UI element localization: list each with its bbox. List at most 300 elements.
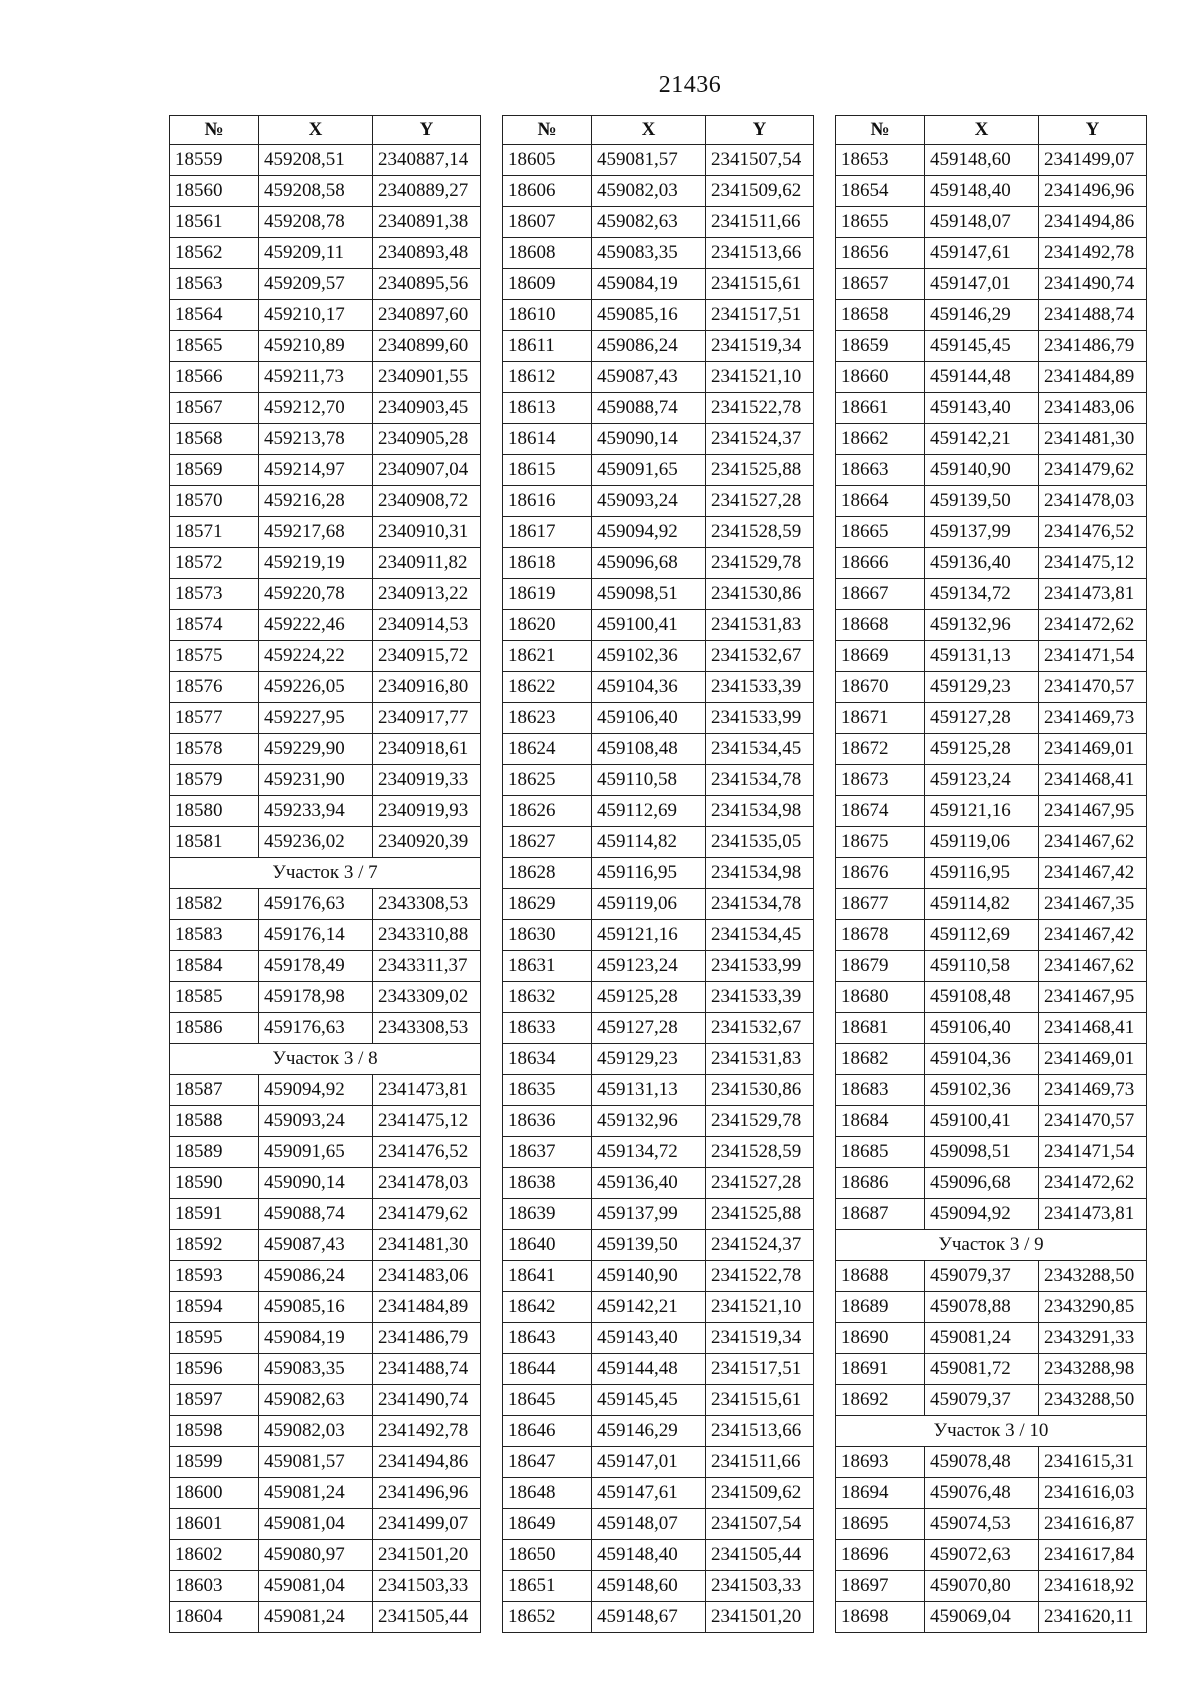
x-coordinate: 459148,67 (592, 1602, 706, 1633)
point-number: 18588 (170, 1106, 259, 1137)
x-coordinate: 459147,01 (925, 269, 1039, 300)
point-number: 18626 (503, 796, 592, 827)
table-row (503, 517, 814, 548)
point-number: 18603 (170, 1571, 259, 1602)
y-coordinate: 2340919,33 (373, 765, 481, 796)
x-coordinate: 459216,28 (259, 486, 373, 517)
table-row (503, 703, 814, 734)
y-coordinate: 2341525,88 (706, 1199, 814, 1230)
point-number: 18568 (170, 424, 259, 455)
y-coordinate: 2341522,78 (706, 393, 814, 424)
y-coordinate: 2341486,79 (1039, 331, 1147, 362)
point-number: 18589 (170, 1137, 259, 1168)
table-row (836, 920, 1147, 951)
y-coordinate: 2340887,14 (373, 145, 481, 176)
point-number: 18694 (836, 1478, 925, 1509)
point-number: 18601 (170, 1509, 259, 1540)
point-number: 18674 (836, 796, 925, 827)
table-row (836, 734, 1147, 765)
x-coordinate: 459086,24 (592, 331, 706, 362)
point-number: 18618 (503, 548, 592, 579)
table-row (503, 424, 814, 455)
table-row (836, 207, 1147, 238)
table-row (170, 1168, 481, 1199)
table-row (503, 1261, 814, 1292)
table-row (503, 858, 814, 889)
point-number: 18628 (503, 858, 592, 889)
x-coordinate: 459176,63 (259, 889, 373, 920)
point-number: 18608 (503, 238, 592, 269)
point-number: 18676 (836, 858, 925, 889)
y-coordinate: 2341534,98 (706, 796, 814, 827)
table-row (836, 269, 1147, 300)
y-coordinate: 2341473,81 (373, 1075, 481, 1106)
x-coordinate: 459082,03 (259, 1416, 373, 1447)
point-number: 18625 (503, 765, 592, 796)
point-number: 18697 (836, 1571, 925, 1602)
table-header-row (836, 116, 1147, 145)
point-number: 18664 (836, 486, 925, 517)
x-coordinate: 459079,37 (925, 1385, 1039, 1416)
point-number: 18561 (170, 207, 259, 238)
table-row (503, 796, 814, 827)
x-coordinate: 459137,99 (592, 1199, 706, 1230)
table-row (503, 765, 814, 796)
table-row (503, 1137, 814, 1168)
y-coordinate: 2341490,74 (1039, 269, 1147, 300)
point-number: 18695 (836, 1509, 925, 1540)
point-number: 18649 (503, 1509, 592, 1540)
table-row (503, 610, 814, 641)
x-coordinate: 459081,57 (259, 1447, 373, 1478)
y-coordinate: 2341513,66 (706, 238, 814, 269)
point-number: 18667 (836, 579, 925, 610)
table-row (503, 1168, 814, 1199)
table-row (170, 641, 481, 672)
x-coordinate: 459208,51 (259, 145, 373, 176)
point-number: 18615 (503, 455, 592, 486)
x-coordinate: 459127,28 (592, 1013, 706, 1044)
y-coordinate: 2343308,53 (373, 1013, 481, 1044)
y-coordinate: 2341533,99 (706, 703, 814, 734)
point-number: 18617 (503, 517, 592, 548)
table-row (503, 1416, 814, 1447)
point-number: 18677 (836, 889, 925, 920)
y-coordinate: 2341529,78 (706, 1106, 814, 1137)
point-number: 18687 (836, 1199, 925, 1230)
y-coordinate: 2341481,30 (373, 1230, 481, 1261)
point-number: 18593 (170, 1261, 259, 1292)
y-coordinate: 2341467,95 (1039, 982, 1147, 1013)
y-coordinate: 2341521,10 (706, 362, 814, 393)
y-coordinate: 2341511,66 (706, 207, 814, 238)
table-row (170, 672, 481, 703)
y-coordinate: 2341476,52 (373, 1137, 481, 1168)
point-number: 18571 (170, 517, 259, 548)
x-coordinate: 459083,35 (259, 1354, 373, 1385)
table-row (836, 1044, 1147, 1075)
table-row (170, 1447, 481, 1478)
table-row (836, 145, 1147, 176)
x-coordinate: 459214,97 (259, 455, 373, 486)
y-coordinate: 2341488,74 (1039, 300, 1147, 331)
table-row (503, 207, 814, 238)
x-coordinate: 459176,14 (259, 920, 373, 951)
x-coordinate: 459148,07 (925, 207, 1039, 238)
point-number: 18634 (503, 1044, 592, 1075)
table-row (170, 982, 481, 1013)
point-number: 18660 (836, 362, 925, 393)
x-coordinate: 459081,72 (925, 1354, 1039, 1385)
point-number: 18584 (170, 951, 259, 982)
y-coordinate: 2340907,04 (373, 455, 481, 486)
table-row (503, 734, 814, 765)
y-coordinate: 2341473,81 (1039, 1199, 1147, 1230)
table-row (503, 982, 814, 1013)
section-title: Участок 3 / 10 (836, 1416, 1147, 1447)
table-row (836, 889, 1147, 920)
table-row (503, 269, 814, 300)
y-coordinate: 2343311,37 (373, 951, 481, 982)
x-coordinate: 459143,40 (592, 1323, 706, 1354)
table-row (836, 1013, 1147, 1044)
y-coordinate: 2341528,59 (706, 1137, 814, 1168)
point-number: 18590 (170, 1168, 259, 1199)
point-number: 18696 (836, 1540, 925, 1571)
y-coordinate: 2341532,67 (706, 1013, 814, 1044)
table-row (170, 1199, 481, 1230)
point-number: 18598 (170, 1416, 259, 1447)
y-coordinate: 2341470,57 (1039, 1106, 1147, 1137)
table-row (836, 1571, 1147, 1602)
point-number: 18605 (503, 145, 592, 176)
point-number: 18567 (170, 393, 259, 424)
point-number: 18665 (836, 517, 925, 548)
x-coordinate: 459131,13 (592, 1075, 706, 1106)
x-coordinate: 459083,35 (592, 238, 706, 269)
x-coordinate: 459211,73 (259, 362, 373, 393)
table-row (503, 579, 814, 610)
table-row (836, 424, 1147, 455)
y-coordinate: 2341467,62 (1039, 827, 1147, 858)
x-coordinate: 459217,68 (259, 517, 373, 548)
table-row (170, 424, 481, 455)
point-number: 18681 (836, 1013, 925, 1044)
table-row (836, 1106, 1147, 1137)
x-coordinate: 459209,57 (259, 269, 373, 300)
y-coordinate: 2341469,73 (1039, 703, 1147, 734)
point-number: 18670 (836, 672, 925, 703)
x-coordinate: 459147,61 (592, 1478, 706, 1509)
x-coordinate: 459104,36 (925, 1044, 1039, 1075)
point-number: 18607 (503, 207, 592, 238)
table-row (836, 393, 1147, 424)
y-coordinate: 2341527,28 (706, 486, 814, 517)
y-coordinate: 2341513,66 (706, 1416, 814, 1447)
x-coordinate: 459093,24 (592, 486, 706, 517)
table-row (503, 238, 814, 269)
table-row (170, 1261, 481, 1292)
x-coordinate: 459129,23 (592, 1044, 706, 1075)
x-coordinate: 459082,03 (592, 176, 706, 207)
y-coordinate: 2340917,77 (373, 703, 481, 734)
table-row (836, 486, 1147, 517)
point-number: 18614 (503, 424, 592, 455)
x-coordinate: 459069,04 (925, 1602, 1039, 1633)
x-coordinate: 459116,95 (925, 858, 1039, 889)
x-coordinate: 459096,68 (925, 1168, 1039, 1199)
point-number: 18678 (836, 920, 925, 951)
x-coordinate: 459144,48 (925, 362, 1039, 393)
x-coordinate: 459132,96 (925, 610, 1039, 641)
x-coordinate: 459137,99 (925, 517, 1039, 548)
y-coordinate: 2341475,12 (373, 1106, 481, 1137)
x-coordinate: 459132,96 (592, 1106, 706, 1137)
y-coordinate: 2341511,66 (706, 1447, 814, 1478)
point-number: 18685 (836, 1137, 925, 1168)
y-coordinate: 2341522,78 (706, 1261, 814, 1292)
x-coordinate: 459121,16 (925, 796, 1039, 827)
y-coordinate: 2341494,86 (1039, 207, 1147, 238)
coordinate-table-middle (502, 115, 814, 1633)
table-row (836, 858, 1147, 889)
y-coordinate: 2341505,44 (373, 1602, 481, 1633)
table-row (170, 1230, 481, 1261)
table-row (836, 1478, 1147, 1509)
x-coordinate: 459108,48 (592, 734, 706, 765)
point-number: 18683 (836, 1075, 925, 1106)
table-row (170, 796, 481, 827)
point-number: 18655 (836, 207, 925, 238)
y-coordinate: 2341490,74 (373, 1385, 481, 1416)
point-number: 18653 (836, 145, 925, 176)
table-header-row (170, 116, 481, 145)
x-coordinate: 459147,61 (925, 238, 1039, 269)
point-number: 18621 (503, 641, 592, 672)
table-row (170, 1075, 481, 1106)
point-number: 18656 (836, 238, 925, 269)
y-coordinate: 2341532,67 (706, 641, 814, 672)
y-coordinate: 2343291,33 (1039, 1323, 1147, 1354)
point-number: 18565 (170, 331, 259, 362)
table-row (503, 827, 814, 858)
table-row (836, 1602, 1147, 1633)
y-coordinate: 2341534,78 (706, 765, 814, 796)
y-coordinate: 2341471,54 (1039, 641, 1147, 672)
x-coordinate: 459080,97 (259, 1540, 373, 1571)
y-coordinate: 2341483,06 (373, 1261, 481, 1292)
table-row (503, 1292, 814, 1323)
table-row (836, 579, 1147, 610)
y-coordinate: 2341505,44 (706, 1540, 814, 1571)
point-number: 18609 (503, 269, 592, 300)
point-number: 18572 (170, 548, 259, 579)
section-title: Участок 3 / 7 (170, 858, 481, 889)
y-coordinate: 2341524,37 (706, 424, 814, 455)
x-coordinate: 459081,57 (592, 145, 706, 176)
x-coordinate: 459078,48 (925, 1447, 1039, 1478)
y-coordinate: 2341521,10 (706, 1292, 814, 1323)
point-number: 18654 (836, 176, 925, 207)
point-number: 18596 (170, 1354, 259, 1385)
x-coordinate: 459110,58 (592, 765, 706, 796)
coordinate-table-right (835, 115, 1147, 1633)
y-coordinate: 2341468,41 (1039, 765, 1147, 796)
point-number: 18591 (170, 1199, 259, 1230)
y-coordinate: 2341492,78 (373, 1416, 481, 1447)
point-number: 18635 (503, 1075, 592, 1106)
x-coordinate: 459078,88 (925, 1292, 1039, 1323)
x-coordinate: 459231,90 (259, 765, 373, 796)
point-number: 18633 (503, 1013, 592, 1044)
point-number: 18648 (503, 1478, 592, 1509)
y-coordinate: 2341484,89 (1039, 362, 1147, 393)
table-row (170, 548, 481, 579)
point-number: 18629 (503, 889, 592, 920)
table-row (170, 300, 481, 331)
x-coordinate: 459134,72 (925, 579, 1039, 610)
point-number: 18610 (503, 300, 592, 331)
point-number: 18675 (836, 827, 925, 858)
point-number: 18686 (836, 1168, 925, 1199)
point-number: 18586 (170, 1013, 259, 1044)
point-number: 18562 (170, 238, 259, 269)
point-number: 18661 (836, 393, 925, 424)
x-coordinate: 459106,40 (592, 703, 706, 734)
point-number: 18636 (503, 1106, 592, 1137)
table-row (503, 672, 814, 703)
x-coordinate: 459236,02 (259, 827, 373, 858)
x-coordinate: 459142,21 (925, 424, 1039, 455)
point-number: 18599 (170, 1447, 259, 1478)
y-coordinate: 2341469,01 (1039, 734, 1147, 765)
y-coordinate: 2341534,98 (706, 858, 814, 889)
table-row (836, 827, 1147, 858)
table-row (503, 1385, 814, 1416)
y-coordinate: 2341617,84 (1039, 1540, 1147, 1571)
point-number: 18689 (836, 1292, 925, 1323)
y-coordinate: 2341533,39 (706, 982, 814, 1013)
point-number: 18698 (836, 1602, 925, 1633)
y-coordinate: 2341519,34 (706, 331, 814, 362)
y-coordinate: 2341484,89 (373, 1292, 481, 1323)
table-row (836, 1199, 1147, 1230)
y-coordinate: 2341515,61 (706, 1385, 814, 1416)
point-number: 18666 (836, 548, 925, 579)
x-coordinate: 459106,40 (925, 1013, 1039, 1044)
point-number: 18595 (170, 1323, 259, 1354)
table-header-row (503, 116, 814, 145)
point-number: 18600 (170, 1478, 259, 1509)
point-number: 18623 (503, 703, 592, 734)
y-coordinate: 2341616,87 (1039, 1509, 1147, 1540)
table-row (503, 1354, 814, 1385)
y-coordinate: 2340916,80 (373, 672, 481, 703)
table-row (170, 827, 481, 858)
table-row (836, 1137, 1147, 1168)
table-row (170, 703, 481, 734)
section-title: Участок 3 / 9 (836, 1230, 1147, 1261)
point-number: 18627 (503, 827, 592, 858)
y-coordinate: 2341467,95 (1039, 796, 1147, 827)
table-row (836, 455, 1147, 486)
point-number: 18573 (170, 579, 259, 610)
x-coordinate: 459123,24 (925, 765, 1039, 796)
y-coordinate: 2341533,99 (706, 951, 814, 982)
point-number: 18637 (503, 1137, 592, 1168)
x-coordinate: 459224,22 (259, 641, 373, 672)
table-row (503, 176, 814, 207)
y-coordinate: 2340901,55 (373, 362, 481, 393)
table-row (503, 1447, 814, 1478)
y-coordinate: 2340915,72 (373, 641, 481, 672)
x-coordinate: 459119,06 (925, 827, 1039, 858)
table-row (836, 765, 1147, 796)
x-coordinate: 459076,48 (925, 1478, 1039, 1509)
table-row (170, 1323, 481, 1354)
point-number: 18684 (836, 1106, 925, 1137)
point-number: 18652 (503, 1602, 592, 1633)
table-row (503, 641, 814, 672)
x-coordinate: 459074,53 (925, 1509, 1039, 1540)
point-number: 18643 (503, 1323, 592, 1354)
x-coordinate: 459229,90 (259, 734, 373, 765)
table-row (170, 393, 481, 424)
x-coordinate: 459110,58 (925, 951, 1039, 982)
point-number: 18604 (170, 1602, 259, 1633)
y-coordinate: 2341503,33 (706, 1571, 814, 1602)
y-coordinate: 2340908,72 (373, 486, 481, 517)
x-coordinate: 459098,51 (925, 1137, 1039, 1168)
y-coordinate: 2341507,54 (706, 145, 814, 176)
table-row (836, 1447, 1147, 1478)
table-row (503, 889, 814, 920)
table-row (503, 1323, 814, 1354)
x-coordinate: 459213,78 (259, 424, 373, 455)
table-row (503, 455, 814, 486)
x-coordinate: 459094,92 (259, 1075, 373, 1106)
header-y: Y (1039, 116, 1147, 145)
table-row (836, 610, 1147, 641)
y-coordinate: 2341492,78 (1039, 238, 1147, 269)
point-number: 18560 (170, 176, 259, 207)
point-number: 18632 (503, 982, 592, 1013)
point-number: 18690 (836, 1323, 925, 1354)
x-coordinate: 459148,07 (592, 1509, 706, 1540)
table-row (836, 672, 1147, 703)
y-coordinate: 2341534,45 (706, 920, 814, 951)
x-coordinate: 459102,36 (592, 641, 706, 672)
table-row (170, 765, 481, 796)
header-y: Y (373, 116, 481, 145)
point-number: 18566 (170, 362, 259, 393)
point-number: 18657 (836, 269, 925, 300)
table-row (170, 889, 481, 920)
point-number: 18682 (836, 1044, 925, 1075)
point-number: 18630 (503, 920, 592, 951)
point-number: 18646 (503, 1416, 592, 1447)
point-number: 18619 (503, 579, 592, 610)
point-number: 18642 (503, 1292, 592, 1323)
point-number: 18651 (503, 1571, 592, 1602)
table-row (836, 1292, 1147, 1323)
y-coordinate: 2341472,62 (1039, 1168, 1147, 1199)
table-row (170, 920, 481, 951)
y-coordinate: 2340905,28 (373, 424, 481, 455)
section-header-row (836, 1230, 1147, 1261)
table-row (170, 207, 481, 238)
table-row (170, 1509, 481, 1540)
